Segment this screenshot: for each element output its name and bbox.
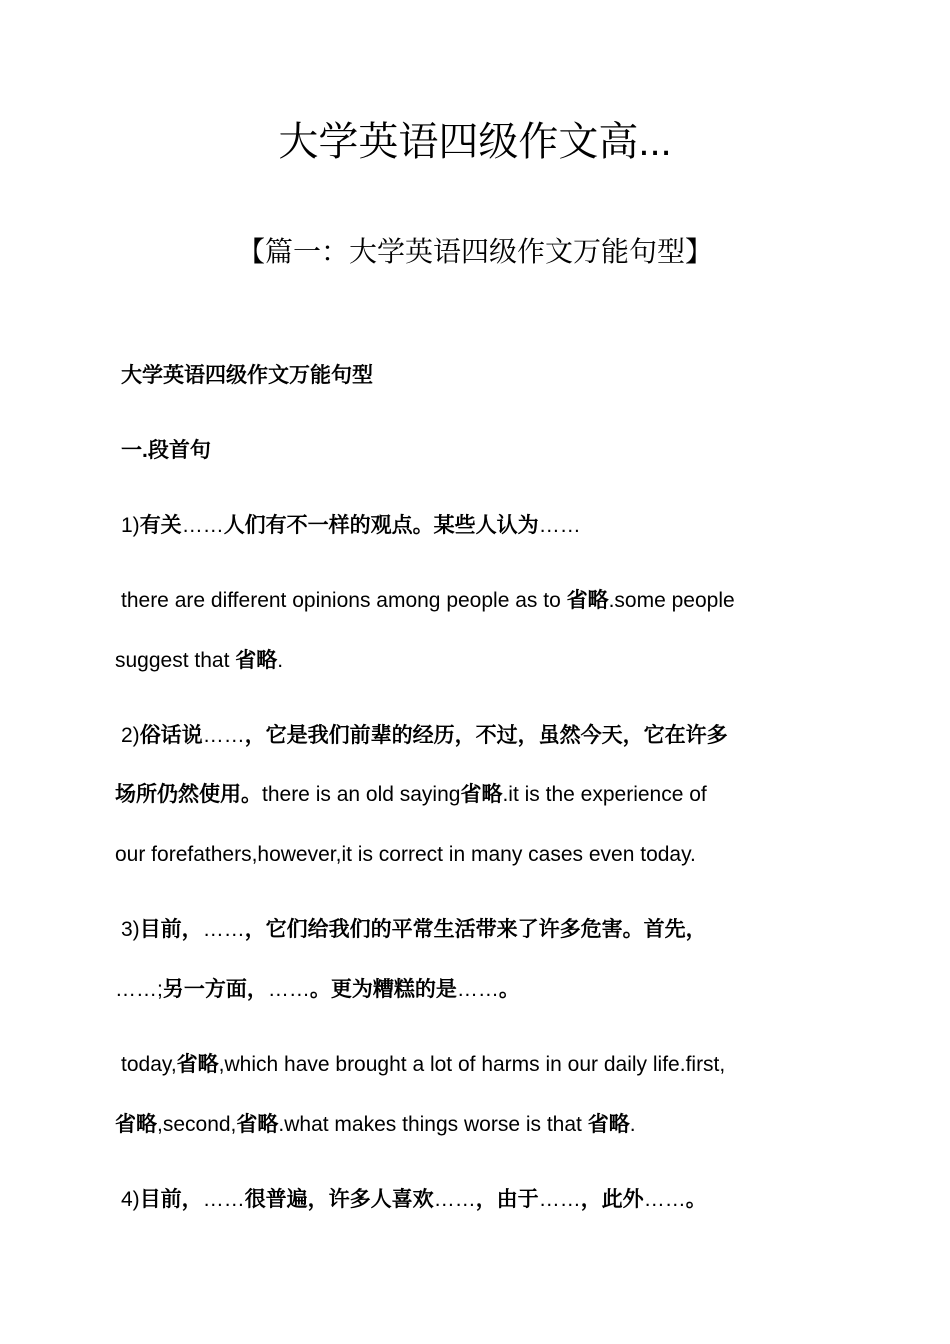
cn-text: 另一方面， (162, 978, 268, 1001)
ellipsis: …… (202, 724, 245, 747)
cn-text: 。更为糟糕的是 (309, 978, 457, 1001)
item-2-english-line-3 (115, 840, 855, 870)
ellipsis: …… (433, 1188, 476, 1211)
cn-text: 目前， (139, 1188, 203, 1211)
en-text: suggest that (115, 649, 236, 672)
omitted-marker: 省略 (460, 783, 503, 806)
item-4-chinese (121, 1185, 861, 1215)
item-2-mixed-line-2 (115, 780, 855, 810)
cn-text: ，由于 (475, 1188, 539, 1211)
en-text: .it is the experience of (502, 783, 707, 806)
item-2-chinese-line-1 (121, 721, 861, 751)
document-subtitle: 【篇一：大学英语四级作文万能句型】 (236, 236, 713, 267)
item-1-english-line-2 (115, 646, 855, 676)
item-number: 3) (121, 918, 140, 941)
item-1-english-line-1 (121, 586, 861, 616)
en-text: ,which have brought a lot of harms in our daily life.first, (218, 1053, 726, 1076)
cn-text: 。 (498, 978, 520, 1001)
en-text: .what makes things worse is that (278, 1113, 588, 1136)
cn-text: ，它们给我们的平常生活带来了许多危害。首先， (244, 918, 707, 941)
ellipsis: …… (181, 514, 224, 537)
item-3-chinese-line-2 (115, 975, 855, 1005)
en-text: there are different opinions among people as to (121, 589, 567, 612)
section-heading (121, 361, 861, 391)
omitted-marker: 省略 (235, 649, 278, 672)
ellipsis: …… (456, 978, 499, 1001)
cn-text: 很普遍，许多人喜欢 (244, 1188, 434, 1211)
item-3-english-line-1 (121, 1050, 861, 1080)
ellipsis: …… (538, 514, 581, 537)
subsection-number: 一 (121, 439, 142, 462)
ellipsis: …… (643, 1188, 686, 1211)
subsection-heading (121, 436, 861, 466)
cn-text: 场所仍然使用。 (115, 783, 262, 806)
item-number: 1) (121, 514, 140, 537)
ellipsis: …… (267, 978, 310, 1001)
item-3-english-line-2 (115, 1110, 855, 1140)
omitted-marker: 省略 (566, 589, 609, 612)
omitted-marker: 省略 (236, 1113, 279, 1136)
cn-text: 俗话说 (139, 724, 203, 747)
ellipsis: …… (538, 1188, 581, 1211)
omitted-marker: 省略 (176, 1053, 219, 1076)
item-number: 4) (121, 1188, 140, 1211)
ellipsis: ……; (115, 978, 163, 1001)
cn-text: 目前， (139, 918, 203, 941)
cn-text: 。 (685, 1188, 707, 1211)
heading-text: 大学英语四级作文万能句型 (121, 364, 373, 387)
cn-text: 有关 (139, 514, 182, 537)
cn-text: 人们有不一样的观点。某些人认为 (223, 514, 539, 537)
ellipsis: …… (202, 918, 245, 941)
item-1-chinese (121, 511, 861, 541)
omitted-marker: 省略 (115, 1113, 157, 1136)
en-text: our forefathers,however,it is correct in many cases even today. (115, 843, 696, 866)
document-title: 大学英语四级作文高... (278, 120, 672, 164)
en-text: there is an old saying (262, 783, 461, 806)
cn-text: ，此外 (580, 1188, 644, 1211)
en-text: . (277, 649, 284, 672)
en-text: ,second, (157, 1113, 237, 1136)
subsection-label: .段首句 (142, 439, 211, 462)
en-text: today, (121, 1053, 177, 1076)
item-3-chinese-line-1 (121, 915, 861, 945)
item-number: 2) (121, 724, 140, 747)
en-text: . (629, 1113, 636, 1136)
omitted-marker: 省略 (587, 1113, 630, 1136)
ellipsis: …… (202, 1188, 245, 1211)
cn-text: ，它是我们前辈的经历，不过，虽然今天，它在许多 (244, 724, 728, 747)
en-text: .some people (608, 589, 735, 612)
